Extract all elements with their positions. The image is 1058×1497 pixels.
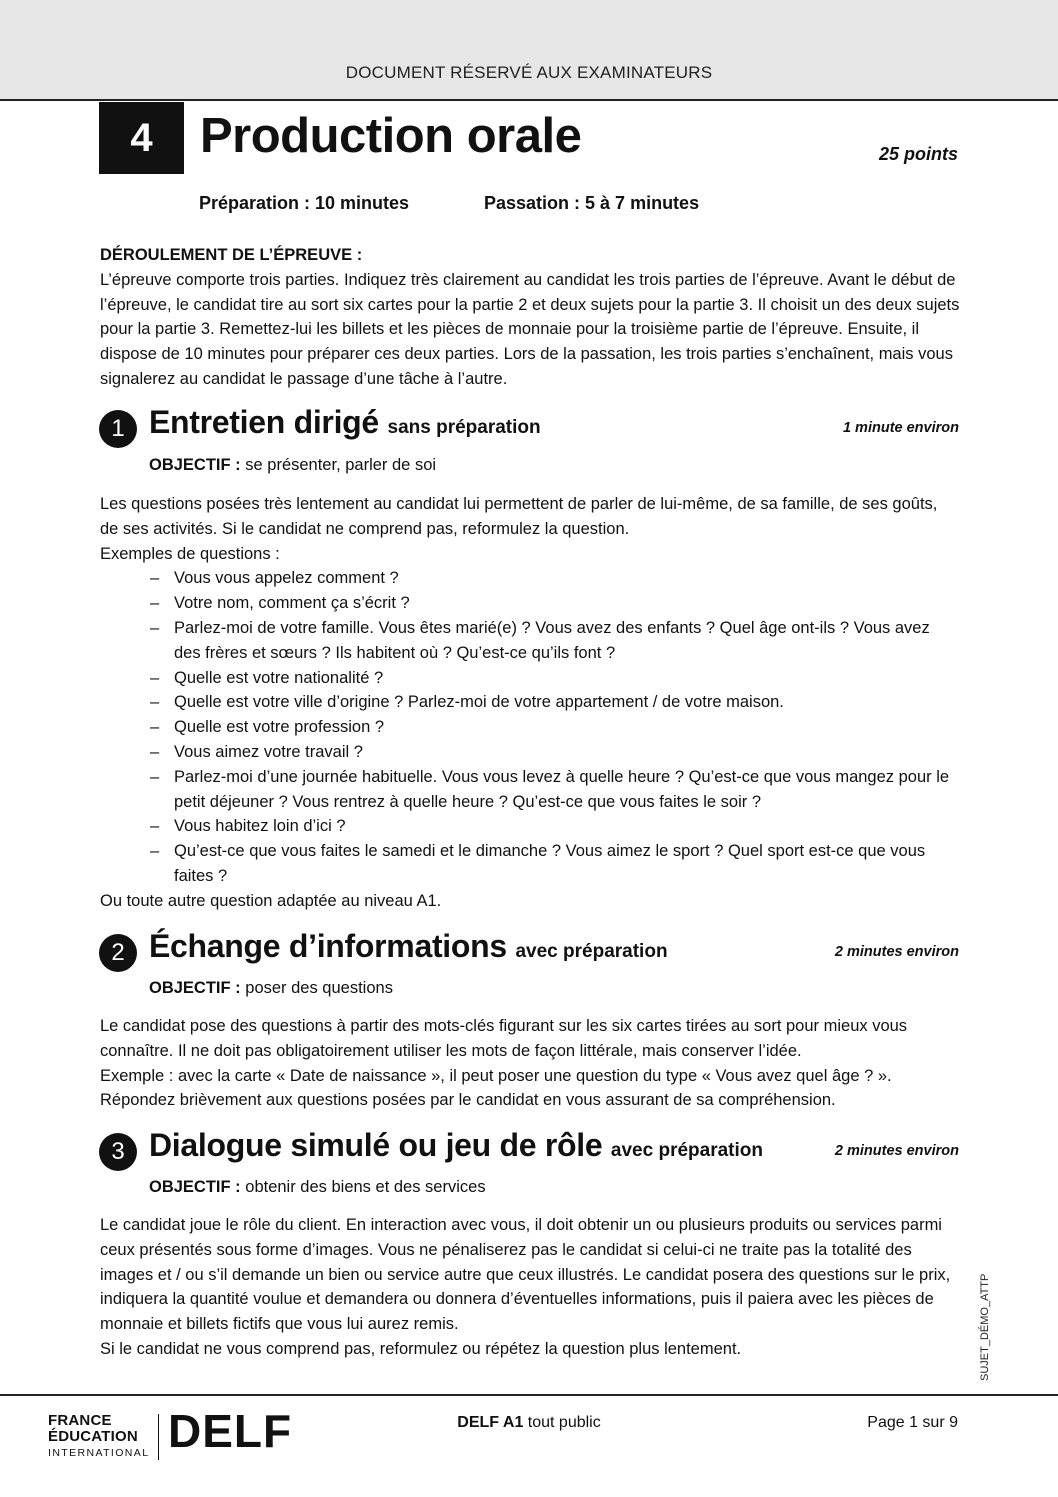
objective-text: poser des questions [245, 979, 393, 997]
exam-audience: tout public [523, 1414, 601, 1431]
side-code-text: SUJET_DÉMO_ATTP [979, 1273, 991, 1381]
examples-label: Exemples de questions : [100, 544, 280, 563]
question-list [100, 566, 960, 888]
deroulement-heading: DÉROULEMENT DE L’ÉPREUVE : [100, 246, 363, 264]
part1-closing: Ou toute autre question adaptée au niveau A1. [100, 891, 442, 910]
list-item: – Quelle est votre profession ? [150, 715, 960, 740]
objective-text: se présenter, parler de soi [245, 456, 437, 474]
part2-objective [149, 979, 393, 998]
objective-label: OBJECTIF : [149, 979, 241, 997]
part3-duration: 2 minutes environ [834, 1143, 959, 1159]
part3-header [99, 1127, 959, 1167]
objective-text: obtenir des biens et des services [245, 1178, 486, 1196]
list-item: – Qu’est-ce que vous faites le samedi et le dimanche ? Vous aimez le sport ? Quel sport est-ce que vous faites ? [150, 839, 960, 889]
part2-title-line [149, 928, 668, 965]
part2-duration: 2 minutes environ [834, 944, 959, 960]
part3-body [100, 1213, 962, 1362]
part2-text3: Répondez brièvement aux questions posées par le candidat en vous assurant de sa compréhension. [100, 1091, 836, 1110]
part1-body [100, 492, 960, 914]
footer-divider [0, 1394, 1058, 1396]
list-item: – Quelle est votre ville d’origine ? Parlez-moi de votre appartement / de votre maison. [150, 690, 960, 715]
part3-title-line [149, 1127, 763, 1164]
deroulement-text: L’épreuve comporte trois parties. Indiquez très clairement au candidat les trois parties de l’épreuve. Avant le début de l’épreuve, le candidat tire au sort six cartes pour la partie 2 et deux sujets pour la partie 3. Il choisit un des deux sujets pour la partie 3. Remettez-lui les billets et les pièces de monnaie pour la troisième partie de l’épreuve. Ensuite, il dispose de 10 minutes pour préparer ces deux parties. Lors de la passation, les trois parties s’enchaînent, mais vous signalerez au candidat le passage d’une tâche à l’autre. [100, 270, 960, 388]
section-points: 25 points [878, 144, 958, 164]
logo-line1: FRANCE [48, 1412, 112, 1429]
part1-objective [149, 456, 436, 475]
part1-number: 1 [99, 410, 137, 448]
logo-line3: INTERNATIONAL [48, 1447, 150, 1459]
section-title: Production orale [200, 109, 582, 163]
part1-title-line [149, 404, 541, 441]
part3-text1: Le candidat joue le rôle du client. En interaction avec vous, il doit obtenir un ou plusieurs produits ou services parmi ceux présentés sous forme d’images. Vous ne pénaliserez pas le candidat si celui-ci ne traite pas la totalité des images et / ou s’il demande un bien ou service autre que ceux illustrés. Le candidat posera des questions sur le prix, indiquera la quantité voulue et demandera ou donnera d’éventuelles informations, puis il paiera avec les pièces de monnaie et billets fictifs que vous lui aurez remis. [100, 1216, 951, 1334]
section-number: 4 [99, 102, 184, 174]
list-item: – Votre nom, comment ça s’écrit ? [150, 591, 960, 616]
part2-body [100, 1014, 960, 1113]
list-item: – Vous vous appelez comment ? [150, 566, 960, 591]
part1-duration: 1 minute environ [842, 420, 959, 436]
part3-subtitle: avec préparation [610, 1140, 763, 1161]
part2-number: 2 [99, 934, 137, 972]
part2-title: Échange d’informations [149, 928, 507, 964]
part3-text2: Si le candidat ne vous comprend pas, reformulez ou répétez la question plus lentement. [100, 1339, 742, 1358]
part1-intro: Les questions posées très lentement au candidat lui permettent de parler de lui-même, de sa famille, de ses goûts, de ses activités. Si le candidat ne comprend pas, reformulez la question. [100, 495, 938, 538]
page-number: Page 1 sur 9 [867, 1414, 958, 1431]
part2-text2: Exemple : avec la carte « Date de naissance », il peut poser une question du type « Vous avez quel âge ? ». [100, 1066, 892, 1085]
exam-level: DELF A1 [457, 1414, 524, 1431]
list-item: – Parlez-moi d’une journée habituelle. Vous vous levez à quelle heure ? Qu’est-ce que vous mangez pour le petit déjeuner ? Vous rentrez à quelle heure ? Qu’est-ce que vous faites le soir ? [150, 765, 960, 815]
deroulement-block [100, 243, 960, 392]
part3-title: Dialogue simulé ou jeu de rôle [149, 1127, 603, 1163]
reserved-notice: DOCUMENT RÉSERVÉ AUX EXAMINATEURS [345, 63, 713, 82]
part3-number: 3 [99, 1133, 137, 1171]
list-item: – Parlez-moi de votre famille. Vous êtes marié(e) ? Vous avez des enfants ? Quel âge ont-ils ? Vous avez des frères et sœurs ? Ils habitent où ? Qu’est-ce qu’ils font ? [150, 616, 960, 666]
part2-text1: Le candidat pose des questions à partir des mots-clés figurant sur les six cartes tirées au sort pour mieux vous connaître. Il ne doit pas obligatoirement utiliser les mots de façon littérale, mais conserver l’idée. [100, 1017, 908, 1060]
part3-objective [149, 1178, 486, 1197]
objective-label: OBJECTIF : [149, 1178, 241, 1196]
list-item: – Vous aimez votre travail ? [150, 740, 960, 765]
list-item: – Quelle est votre nationalité ? [150, 666, 960, 691]
top-banner [0, 0, 1058, 101]
objective-label: OBJECTIF : [149, 456, 241, 474]
delf-logo: DELF [168, 1405, 293, 1457]
part1-title: Entretien dirigé [149, 404, 379, 440]
part2-header [99, 928, 959, 968]
side-code [975, 1273, 991, 1385]
list-item: – Vous habitez loin d’ici ? [150, 814, 960, 839]
part2-subtitle: avec préparation [515, 941, 668, 962]
passation-time: Passation : 5 à 7 minutes [484, 193, 700, 213]
part1-header [99, 404, 959, 444]
logo-line2: ÉDUCATION [48, 1428, 138, 1445]
preparation-time: Préparation : 10 minutes [199, 193, 410, 213]
part1-subtitle: sans préparation [387, 417, 541, 438]
